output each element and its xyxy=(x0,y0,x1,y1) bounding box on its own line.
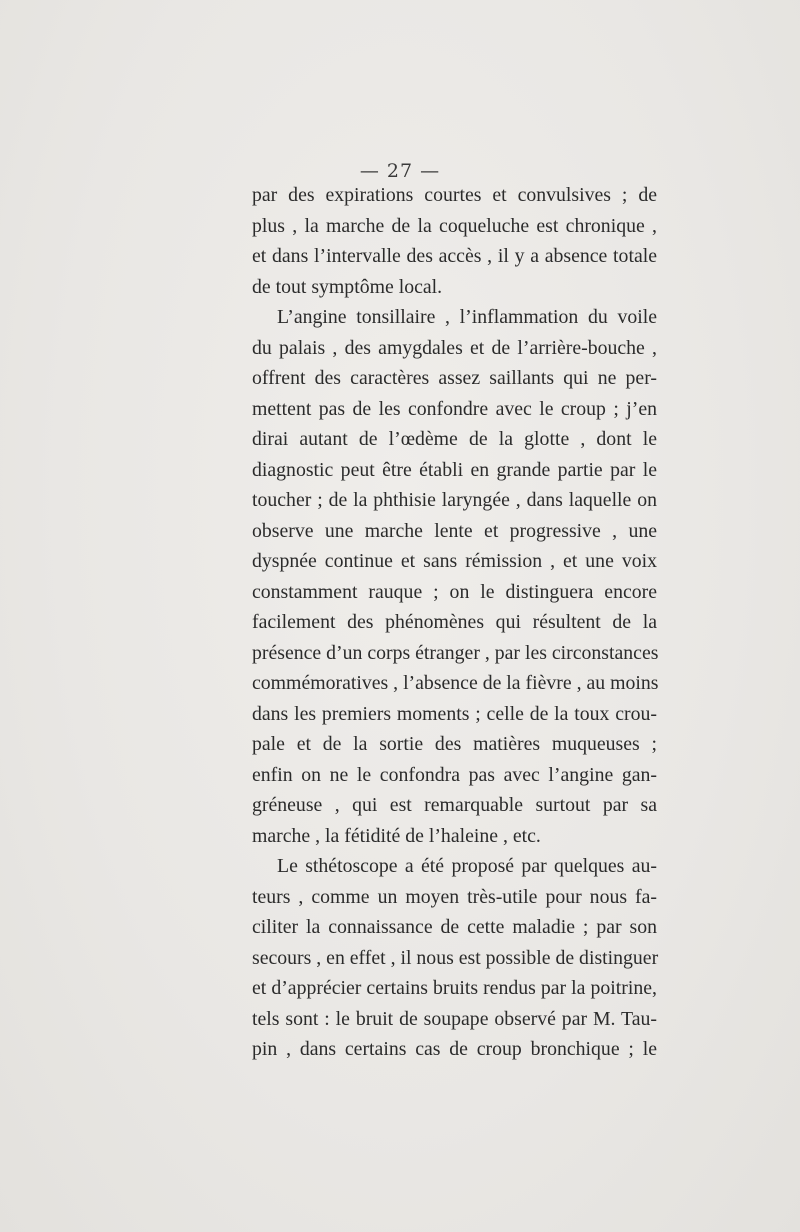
text-line: tels sont : le bruit de soupape observé par M. Tau- xyxy=(252,1007,657,1030)
text-line: toucher ; de la phthisie laryngée , dans laquelle on xyxy=(252,489,657,511)
text-line: dyspnée continue et sans rémission , et une voix xyxy=(252,550,657,572)
text-line: L’angine tonsillaire , l’inflammation du voile xyxy=(277,306,657,328)
text-line: facilement des phénomènes qui résultent de la xyxy=(252,611,657,633)
text-line: dans les premiers moments ; celle de la toux crou- xyxy=(252,702,657,725)
text-line: gréneuse , qui est remarquable surtout par sa xyxy=(252,794,657,816)
text-line: teurs , comme un moyen très-utile pour nous fa- xyxy=(252,885,657,908)
text-line: observe une marche lente et progressive , une xyxy=(252,519,657,542)
page-number-header: — 27 — xyxy=(359,160,441,182)
text-line: mettent pas de les confondre avec le croup ; j’en xyxy=(252,397,657,420)
text-line: Le sthétoscope a été proposé par quelques au- xyxy=(277,855,657,877)
text-line: constamment rauque ; on le distinguera encore xyxy=(252,580,657,603)
text-line: et dans l’intervalle des accès , il y a absence totale xyxy=(252,245,657,267)
text-line: de tout symptôme local. xyxy=(252,275,443,298)
text-line: du palais , des amygdales et de l’arrière-bouche , xyxy=(252,336,657,359)
text-line: diagnostic peut être établi en grande partie par le xyxy=(252,458,657,481)
body-text xyxy=(252,180,657,1065)
text-line: commémoratives , l’absence de la fièvre , au moins xyxy=(252,672,659,694)
text-line: dirai autant de l’œdème de la glotte , dont le xyxy=(252,428,657,450)
text-line: plus , la marche de la coqueluche est chronique , xyxy=(252,214,657,237)
text-line: et d’apprécier certains bruits rendus par la poitrine, xyxy=(252,977,657,999)
text-line: ciliter la connaissance de cette maladie ; par son xyxy=(252,916,657,938)
text-line: offrent des caractères assez saillants qui ne per- xyxy=(252,367,657,389)
text-line: pale et de la sortie des matières muqueuses ; xyxy=(252,733,657,755)
text-line: secours , en effet , il nous est possible de distinguer xyxy=(252,946,659,969)
text-line: pin , dans certains cas de croup bronchique ; le xyxy=(252,1038,657,1060)
text-line: présence d’un corps étranger , par les circonstances xyxy=(252,641,659,664)
text-line: marche , la fétidité de l’haleine , etc. xyxy=(252,824,541,847)
text-line: par des expirations courtes et convulsives ; de xyxy=(252,184,657,206)
text-line: enfin on ne le confondra pas avec l’angine gan- xyxy=(252,763,657,786)
